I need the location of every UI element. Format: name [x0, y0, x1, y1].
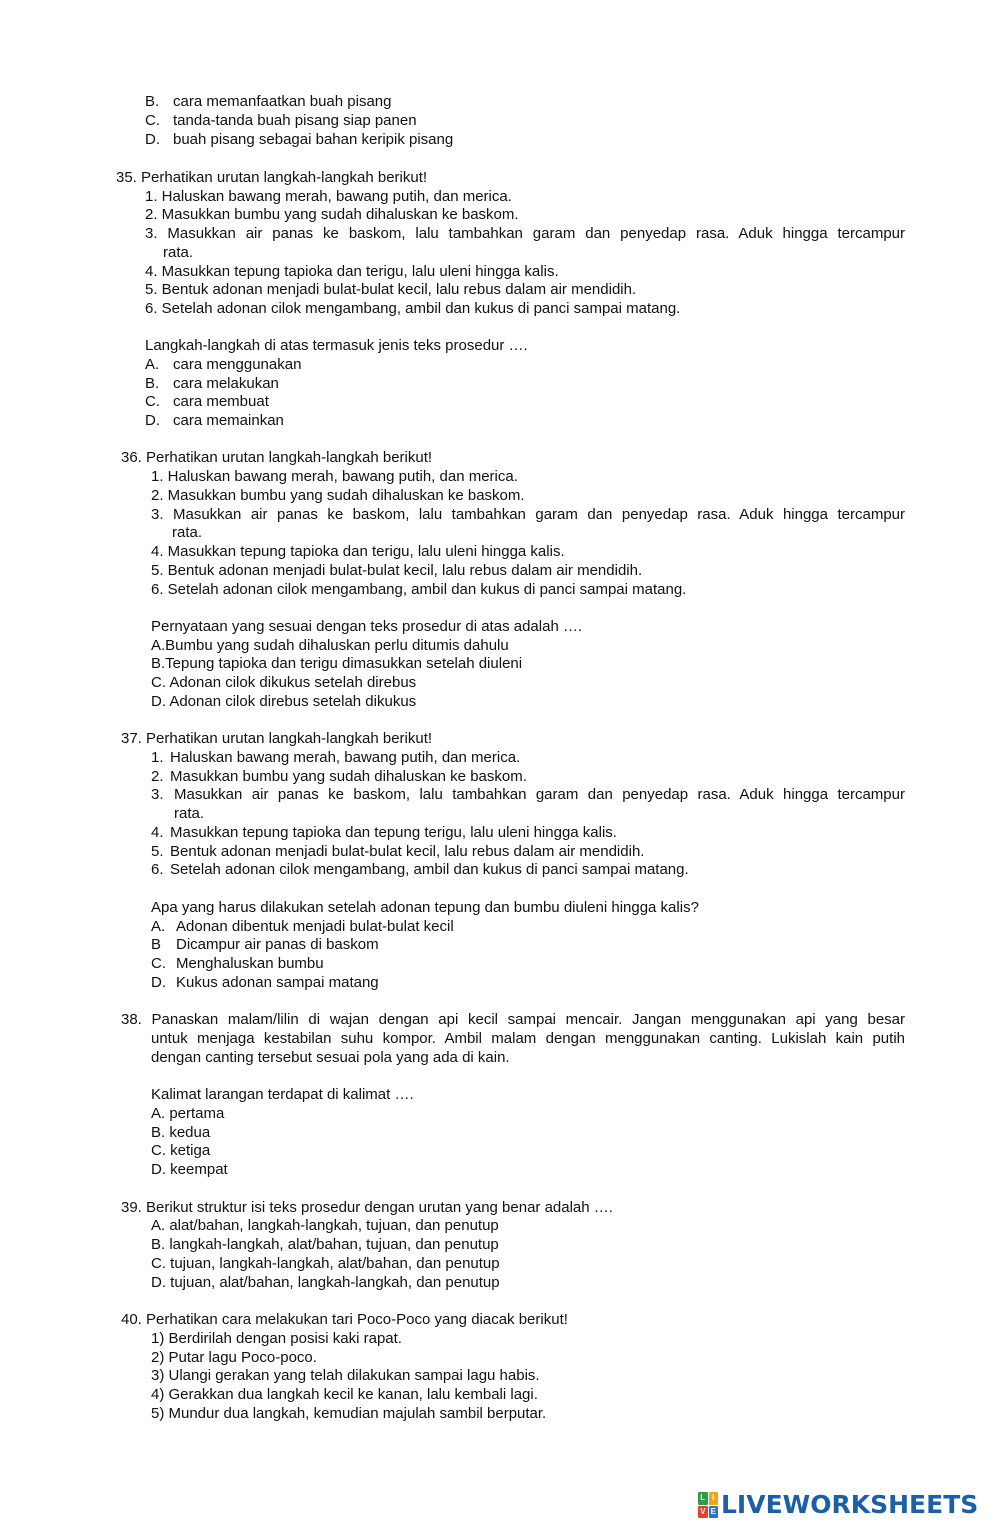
q37-step-5: 5. Bentuk adonan menjadi bulat-bulat kecil, lalu rebus dalam air mendidih.: [151, 843, 645, 860]
q37-step-6: 6. Setelah adonan cilok mengambang, ambil dan kukus di panci sampai matang.: [151, 861, 689, 878]
q36-step-3-cont: rata.: [172, 524, 203, 541]
q36-step-3: 3. Masukkan air panas ke baskom, lalu tambahkan garam dan penyedap rasa. Aduk hingga tercampur: [151, 506, 905, 523]
q38-text-line-1: 38. Panaskan malam/lilin di wajan dengan api kecil sampai mencair. Jangan menggunakan api yang besar: [121, 1011, 905, 1028]
q35-stem: 35. Perhatikan urutan langkah-langkah berikut!: [116, 169, 428, 186]
q39-option-d: D. tujuan, alat/bahan, langkah-langkah, dan penutup: [151, 1274, 500, 1291]
q39-option-c: C. tujuan, langkah-langkah, alat/bahan, dan penutup: [151, 1255, 500, 1272]
q35-question: Langkah-langkah di atas termasuk jenis teks prosedur ….: [145, 337, 528, 354]
q36-option-c: C. Adonan cilok dikukus setelah direbus: [151, 674, 417, 691]
q35-step-1: 1. Haluskan bawang merah, bawang putih, dan merica.: [145, 188, 512, 205]
q36-step-4: 4. Masukkan tepung tapioka dan terigu, lalu uleni hingga kalis.: [151, 543, 565, 560]
q35-option-a: A. cara menggunakan: [145, 356, 302, 373]
q35-option-b: B. cara melakukan: [145, 375, 279, 392]
q36-step-1: 1. Haluskan bawang merah, bawang putih, dan merica.: [151, 468, 518, 485]
q39-option-a: A. alat/bahan, langkah-langkah, tujuan, dan penutup: [151, 1217, 499, 1234]
q35-option-d: D. cara memainkan: [145, 412, 284, 429]
q39-option-b: B. langkah-langkah, alat/bahan, tujuan, dan penutup: [151, 1236, 499, 1253]
q37-option-c: C. Menghaluskan bumbu: [151, 955, 324, 972]
q36-step-6: 6. Setelah adonan cilok mengambang, ambil dan kukus di panci sampai matang.: [151, 581, 687, 598]
q37-stem: 37. Perhatikan urutan langkah-langkah berikut!: [121, 730, 433, 747]
q37-question: Apa yang harus dilakukan setelah adonan tepung dan bumbu diuleni hingga kalis?: [151, 899, 699, 916]
q36-step-2: 2. Masukkan bumbu yang sudah dihaluskan ke baskom.: [151, 487, 525, 504]
q36-option-d: D. Adonan cilok direbus setelah dikukus: [151, 693, 417, 710]
q36-question: Pernyataan yang sesuai dengan teks prosedur di atas adalah ….: [151, 618, 583, 635]
q35-step-3-cont: rata.: [163, 244, 194, 261]
q40-step-1: 1) Berdirilah dengan posisi kaki rapat.: [151, 1330, 402, 1347]
q35-option-c: C. cara membuat: [145, 393, 269, 410]
q38-option-b: B. kedua: [151, 1124, 211, 1141]
q35-step-2: 2. Masukkan bumbu yang sudah dihaluskan ke baskom.: [145, 206, 519, 223]
liveworksheets-logo-text: LIVEWORKSHEETS: [721, 1490, 979, 1519]
q40-step-4: 4) Gerakkan dua langkah kecil ke kanan, lalu kembali lagi.: [151, 1386, 538, 1403]
liveworksheets-logo[interactable]: [698, 1490, 992, 1520]
q37-option-b: B Dicampur air panas di baskom: [151, 936, 379, 953]
q38-text-line-2: untuk menjaga kestabilan suhu kompor. Ambil malam dengan menggunakan canting. Lukislah kain putih: [151, 1030, 905, 1047]
q37-step-1: 1. Haluskan bawang merah, bawang putih, dan merica.: [151, 749, 521, 766]
q38-option-a: A. pertama: [151, 1105, 225, 1122]
q40-step-2: 2) Putar lagu Poco-poco.: [151, 1349, 317, 1366]
q36-option-a: A.Bumbu yang sudah dihaluskan perlu ditumis dahulu: [151, 637, 509, 654]
q34-option-d: D. buah pisang sebagai bahan keripik pisang: [145, 131, 454, 148]
q38-question: Kalimat larangan terdapat di kalimat ….: [151, 1086, 414, 1103]
q37-option-a: A. Adonan dibentuk menjadi bulat-bulat kecil: [151, 918, 454, 935]
q35-step-4: 4. Masukkan tepung tapioka dan terigu, lalu uleni hingga kalis.: [145, 263, 559, 280]
q35-step-3: 3. Masukkan air panas ke baskom, lalu tambahkan garam dan penyedap rasa. Aduk hingga tercampur: [145, 225, 905, 242]
q35-step-6: 6. Setelah adonan cilok mengambang, ambil dan kukus di panci sampai matang.: [145, 300, 681, 317]
q40-stem: 40. Perhatikan cara melakukan tari Poco-Poco yang diacak berikut!: [121, 1311, 568, 1328]
q37-step-3-cont: rata.: [174, 805, 205, 822]
q34-option-b: B. cara memanfaatkan buah pisang: [145, 93, 392, 110]
q39-stem: 39. Berikut struktur isi teks prosedur dengan urutan yang benar adalah ….: [121, 1199, 613, 1216]
q40-step-3: 3) Ulangi gerakan yang telah dilakukan sampai lagu habis.: [151, 1367, 540, 1384]
q36-option-b: B.Tepung tapioka dan terigu dimasukkan setelah diuleni: [151, 655, 523, 672]
q37-step-2: 2. Masukkan bumbu yang sudah dihaluskan ke baskom.: [151, 768, 527, 785]
q37-option-d: D. Kukus adonan sampai matang: [151, 974, 379, 991]
q38-text-line-3: dengan canting tersebut sesuai pola yang ada di kain.: [151, 1049, 510, 1066]
q40-step-5: 5) Mundur dua langkah, kemudian majulah sambil berputar.: [151, 1405, 547, 1422]
q36-step-5: 5. Bentuk adonan menjadi bulat-bulat kecil, lalu rebus dalam air mendidih.: [151, 562, 643, 579]
q38-option-d: D. keempat: [151, 1161, 228, 1178]
q35-step-5: 5. Bentuk adonan menjadi bulat-bulat kecil, lalu rebus dalam air mendidih.: [145, 281, 637, 298]
q34-option-c: C. tanda-tanda buah pisang siap panen: [145, 112, 417, 129]
q37-step-3: 3. Masukkan air panas ke baskom, lalu tambahkan garam dan penyedap rasa. Aduk hingga tercampur: [151, 786, 905, 803]
q36-stem: 36. Perhatikan urutan langkah-langkah berikut!: [121, 449, 433, 466]
q37-step-4: 4. Masukkan tepung tapioka dan tepung terigu, lalu uleni hingga kalis.: [151, 824, 617, 841]
q38-option-c: C. ketiga: [151, 1142, 211, 1159]
liveworksheets-mark-icon: L I V E: [698, 1492, 718, 1518]
